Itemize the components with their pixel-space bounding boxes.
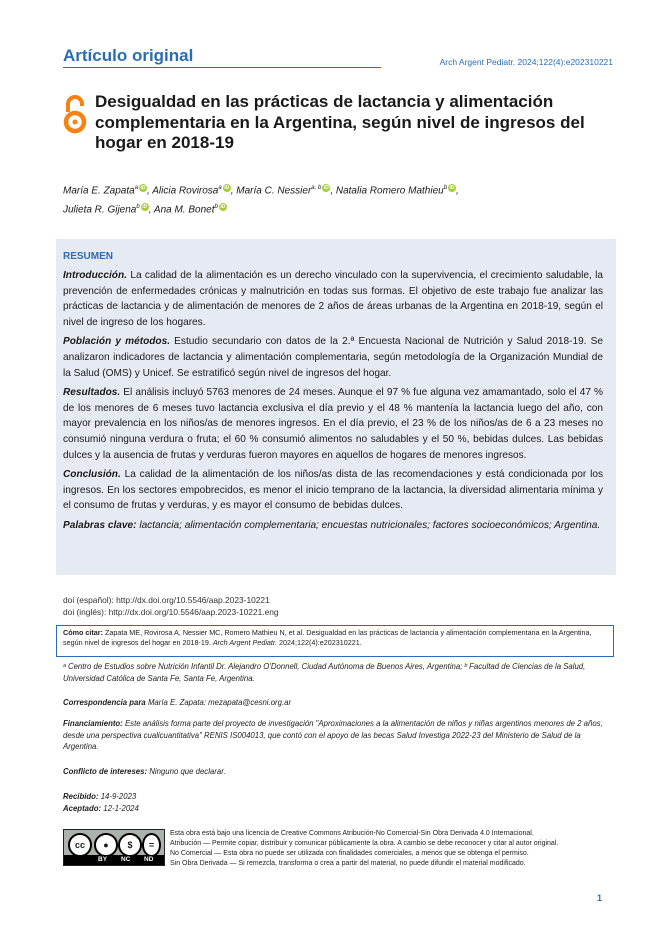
author-affiliation: a <box>218 185 222 191</box>
author-name: Julieta R. Gijena <box>63 204 137 216</box>
orcid-icon[interactable]: iD <box>220 204 226 211</box>
noderivatives-icon: = <box>142 833 161 857</box>
section-label: Artículo original <box>63 46 194 65</box>
conflict-of-interest: Conflicto de intereses: Ninguno que declarar. <box>63 767 226 776</box>
author-name: María E. Zapata <box>63 185 135 197</box>
orcid-icon[interactable]: iD <box>449 185 455 191</box>
abstract-results: Resultados. El análisis incluyó 5763 menores de 24 meses. Aunque el 97 % fue alguna vez amamantado, solo el 47 % de los menores de 6 meses tuvo lactancia exclusiva el día previo y el 48 % mantenía la lactancia luego del año, con mayor prevalencia en los niños/as de menores ingresos. En el día previo, el 23 % de los niños/as de 6 a 23 meses no consumió ninguna verdura o fruta; el 60 % consumió alimentos no saludables y el 50 %, bebidas dulces. Las bebidas dulces y la ausencia de frutas y verduras fueron mayores en aquellos de hogares de menores ingresos. <box>63 387 604 461</box>
orcid-icon[interactable]: iD <box>140 185 146 191</box>
orcid-icon[interactable]: iD <box>142 204 148 211</box>
author-list: María E. Zapata$^a$ iD , Alicia Rovirosa$^a$ iD , María C. Nessier$^{a, b}$ iD , Natalia Romero Mathieu$^b$ iD , Julieta R. Gijena$^b$ iD , Ana M. Bonet$^b$ iD <box>63 185 459 216</box>
affiliations: ᵃ Centro de Estudios sobre Nutrición Infantil Dr. Alejandro O'Donnell, Ciudad Autónoma de Buenos Aires, Argentina; ᵇ Facultad de Ciencias de la Salud, Universidad Católica de Santa Fe, Santa Fe, Argentina. <box>63 662 586 683</box>
author-name: Alicia Rovirosa <box>152 185 219 197</box>
noncommercial-icon: $ <box>118 833 142 857</box>
orcid-icon[interactable]: iD <box>224 185 230 191</box>
correspondence: Correspondencia para María E. Zapata: mezapata@cesni.org.ar <box>63 698 292 707</box>
license-text: Esta obra está bajo una licencia de Creative Commons Atribución-No Comercial-Sin Obra Derivada 4.0 Internacional. Atribución — Permite copiar, distribuir y comunicar públicamente la obra. A cambio se debe reconocer y citar al autor original. No Comercial — Esta obra no puede ser utilizada con finalidades comerciales, a menos que se obtenga el permiso. Sin Obra Derivada — Si remezcla, transforma o crea a partir del material, no puede difundir el material modificado. <box>170 830 559 867</box>
funding: Financiamiento: Este análisis forma parte del proyecto de investigación "Aproximaciones a la alimentación de niños y niñas argentinos menores de 2 años, desde una perspectiva cualicuantitativa" RENIS IS004013, que contó con el apoyo de las becas Salud Investiga 2022-23 del Ministerio de Salud de la Argentina. <box>63 719 603 751</box>
abstract-intro: Introducción. La calidad de la alimentación es un derecho vinculado con la supervivencia, el crecimiento saludable, la prevención de enfermedades crónicas y malnutrición en todas sus formas. El objetivo de este trabajo fue analizar las prácticas de lactancia y de alimentación de menores de 2 años de áreas urbanas de la Argentina en 2018-19, según el nivel de ingreso de los hogares. <box>63 270 603 328</box>
journal-reference: Arch Argent Pediatr. 2024;122(4):e202310221 <box>439 57 613 67</box>
author-affiliation: a, b <box>311 185 322 191</box>
citation-text: Cómo citar: Zapata ME, Rovirosa A, Nessier MC, Romero Mathieu N, et al. Desigualdad en las prácticas de lactancia y alimentación complementaria en la Argentina, según nivel de ingresos del hogar en 2018-19. Arch Argent Pediatr. 2024;122(4):e202310221. <box>63 628 592 647</box>
doi-links <box>63 594 279 618</box>
author-affiliation: b <box>443 185 448 191</box>
cc-label-nc: NC <box>121 856 131 863</box>
open-access-icon <box>63 94 87 134</box>
abstract-conclusion: Conclusión. La calidad de la alimentación de los niños/as dista de las recomendaciones y está condicionada por los ingresos. En los sectores empobrecidos, es menor el inicio temprano de la lactancia, la diversidad alimentaria mínima y el consumo de frutas y verduras, y es mayor el consumo de bebidas dulces. <box>63 469 603 512</box>
page-number: 1 <box>596 893 602 903</box>
abstract-methods: Población y métodos. Estudio secundario con datos de la 2.ª Encuesta Nacional de Nutrición y Salud 2018-19. Se analizaron indicadores de lactancia y alimentación complementaria, según metodología de la Organización Mundial de la Salud (OMS) y Unicef. Se estratificó según nivel de ingresos del hogar. <box>63 336 603 379</box>
cc-label-nd: ND <box>144 856 154 863</box>
author-name: Natalia Romero Mathieu <box>335 185 444 197</box>
author-affiliation: b <box>136 204 140 211</box>
attribution-icon: ● <box>94 833 118 857</box>
header-rule <box>63 67 381 68</box>
orcid-icon[interactable]: iD <box>323 185 329 191</box>
doi-spanish-link[interactable]: doi (español): http://dx.doi.org/10.5546/aap.2023-10221 <box>63 595 270 605</box>
author-name: Ana M. Bonet <box>153 204 215 216</box>
abstract-body <box>63 268 603 538</box>
cc-label-by: BY <box>98 856 108 863</box>
correspondence-email[interactable]: María E. Zapata: mezapata@cesni.org.ar <box>147 698 292 707</box>
publication-dates: Recibido: 14-9-2023 Aceptado: 12-1-2024 <box>63 792 139 813</box>
article-title: Desigualdad en las prácticas de lactancia y alimentación complementaria en la Argentina, según nivel de ingresos del hogar en 2018-19 <box>95 92 585 152</box>
abstract-heading: RESUMEN <box>63 251 114 262</box>
doi-english-link[interactable]: doi (inglés): http://dx.doi.org/10.5546/aap.2023-10221.eng <box>63 607 279 617</box>
author-affiliation: a <box>134 185 139 191</box>
author-name: María C. Nessier <box>236 185 312 197</box>
author-affiliation: b <box>214 204 218 211</box>
cc-icon: cc <box>68 833 92 857</box>
creative-commons-badge[interactable] <box>63 829 165 866</box>
keywords: Palabras clave: lactancia; alimentación complementaria; encuestas nutricionales; factores socioeconómicos; Argentina. <box>63 519 601 531</box>
